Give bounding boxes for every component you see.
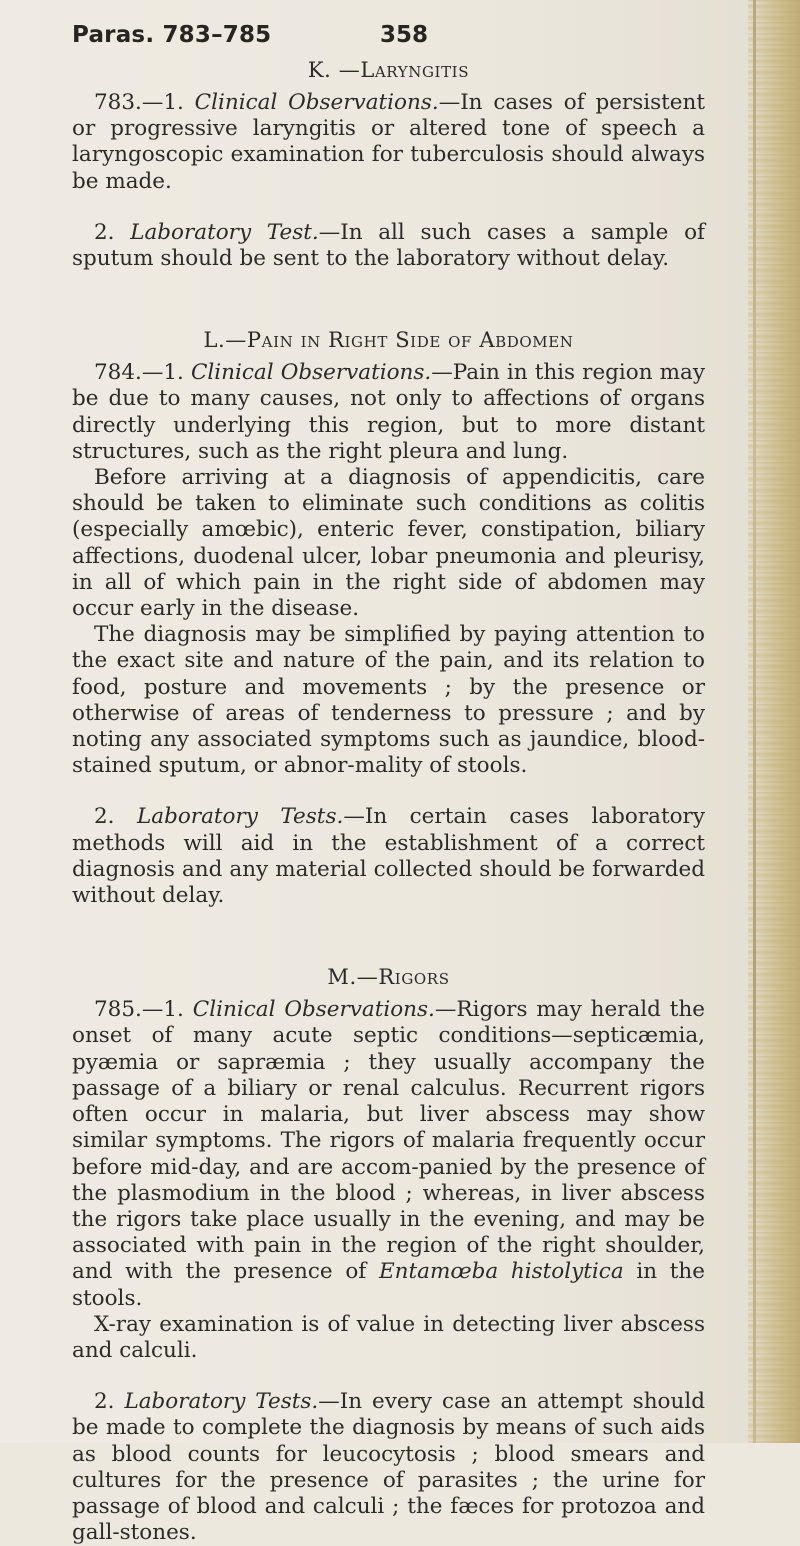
section-heading-laryngitis <box>72 54 705 86</box>
species-name: Entamœba histolytica <box>378 1259 624 1285</box>
paragraph-body: —In cases of persistent or progressive laryngitis or altered tone of speech a laryngoscopic examination for tuberculosis should always be made. <box>72 90 705 194</box>
paragraph-body: —Pain in this region may be due to many causes, not only to affections of organs directly underlying this region, but to more distant structures, such as the right pleura and lung. <box>72 360 706 464</box>
paragraph-title: Laboratory Tests. <box>137 804 344 830</box>
paragraph-785-xray: X-ray examination is of value in detecting liver abscess and calculi. <box>72 1311 705 1363</box>
paragraph-784-2 <box>72 804 705 909</box>
paragraph-784-1 <box>72 360 705 465</box>
paragraph-body: —In certain cases laboratory methods will aid in the establishment of a correct diagnosis and any material collected should be forwarded without delay. <box>72 804 705 909</box>
paragraph-body: —In every case an attempt should be made to complete the diagnosis by means of such aids as blood counts for leucocytosis ; blood smears and cultures for the presence of parasites ; the urine for passage of blood and calculi ; the fæces for protozoa and gall-stones. <box>72 1389 705 1546</box>
paragraph-body: —Rigors may herald the onset of many acute septic conditions—septicæmia, pyæmia or sapræmia ; they usually accompany the passage of a biliary or renal calculus. Recurrent rigors often occur in malaria, but liver abscess may show similar symptoms. The rigors of malaria frequently occur before mid-day, and are accom-panied by the presence of the plasmodium in the blood ; whereas, in liver abscess the rigors take place usually in the evening, and may be associated with pain in the region of the right shoulder, and with the presence of <box>72 997 706 1285</box>
section-heading-text: L.—Pain in Right Side of Abdomen <box>203 328 574 353</box>
paragraph-number: 2. <box>94 219 131 245</box>
paragraph-784-appendicitis: Before arriving at a diagnosis of appendicitis, care should be taken to eliminate such conditions as colitis (especially amœbic), enteric fever, constipation, biliary affections, duodenal ulcer, lobar pneumonia and pleurisy, in all of which pain in the right side of abdomen may occur early in the disease. <box>72 465 705 622</box>
section-heading-text: K. —Laryngitis <box>307 58 470 82</box>
page-number: 358 <box>380 22 429 48</box>
paragraph-783-2 <box>72 220 705 272</box>
paragraph-body-end: in the stools. <box>72 1259 705 1311</box>
paragraph-785-1 <box>72 997 705 1311</box>
paragraph-number: 2. <box>94 804 137 830</box>
paragraph-title: Laboratory Test. <box>130 219 319 245</box>
section-heading-rigors <box>72 961 705 993</box>
paragraph-number: 2. <box>94 1389 125 1415</box>
paragraph-number: 783.—1. <box>94 90 195 115</box>
paragraph-range: Paras. 783–785 <box>72 22 272 48</box>
page-content <box>72 22 705 1546</box>
paragraph-number: 785.—1. <box>94 997 193 1023</box>
paragraph-title: Clinical Observations. <box>194 90 439 115</box>
paragraph-title: Clinical Observations. <box>190 360 432 386</box>
paragraph-785-2 <box>72 1389 705 1546</box>
paragraph-number: 784.—1. <box>94 360 191 386</box>
paragraph-title: Laboratory Tests. <box>124 1389 319 1415</box>
page-edge-line <box>753 0 756 1443</box>
paragraph-784-diagnosis: The diagnosis may be simplified by paying attention to the exact site and nature of the pain, and its relation to food, posture and movements ; by the presence or otherwise of areas of tenderness to pressure ; and by noting any associated symptoms such as jaundice, blood-stained sputum, or abnor-mality of stools. <box>72 622 705 779</box>
section-heading-text: M.—Rigors <box>327 965 450 990</box>
paragraph-783-1 <box>72 90 705 195</box>
paragraph-title: Clinical Observations. <box>192 997 435 1023</box>
running-head <box>72 22 705 52</box>
section-heading-abdominal-pain <box>72 324 705 356</box>
paragraph-body: —In all such cases a sample of sputum should be sent to the laboratory without delay. <box>72 219 705 272</box>
